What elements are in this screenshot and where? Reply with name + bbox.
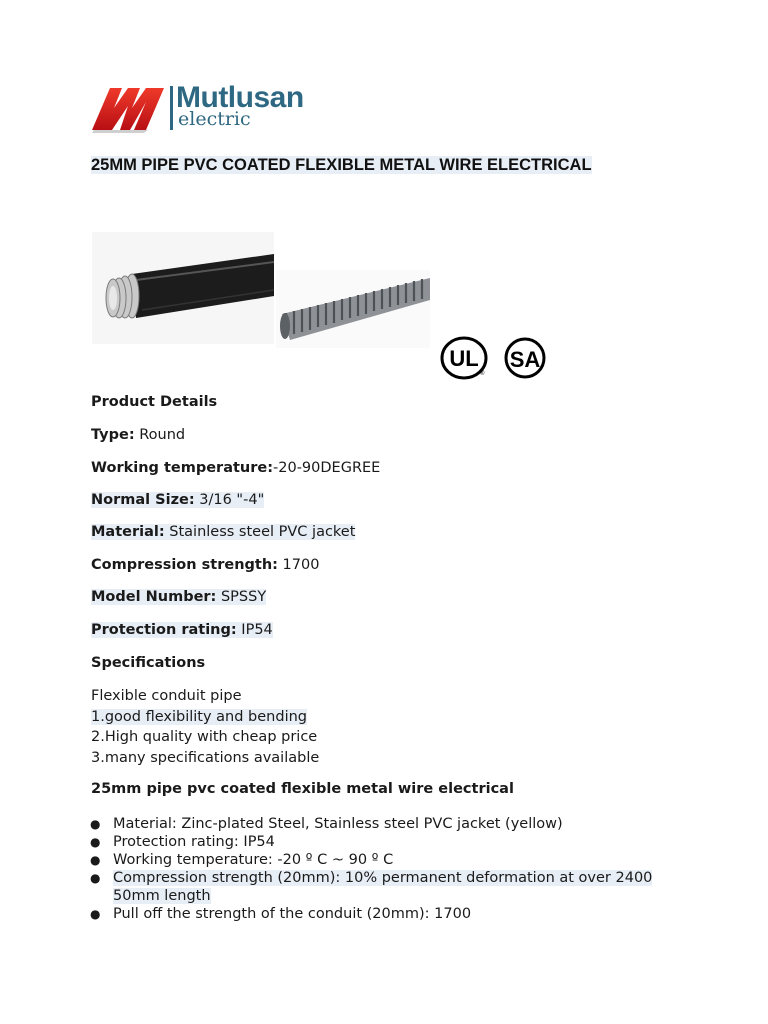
list-item: ● Compression strength (20mm): 10% permanent deformation at over 2400 50mm length [90, 870, 653, 904]
svg-text:UL: UL [449, 346, 479, 371]
specifications-heading: Specifications [91, 655, 206, 671]
metal-conduit-photo [276, 270, 430, 348]
detail-protection-rating: Protection rating: IP54 [91, 622, 273, 638]
detail-normal-size: Normal Size: 3/16 "-4" [91, 492, 265, 508]
detail-model-number: Model Number: SPSSY [91, 589, 267, 605]
section2-heading: 25mm pipe pvc coated flexible metal wire electrical [91, 781, 514, 797]
detail-material: Material: Stainless steel PVC jacket [91, 524, 356, 540]
bullet-icon: ● [90, 835, 101, 849]
list-item: ● Working temperature: -20 º C ~ 90 º C [90, 852, 394, 868]
specifications-list [91, 686, 319, 768]
svg-text:®: ® [480, 371, 485, 377]
bullet-icon: ● [90, 871, 101, 885]
brand-name: Mutlusan [176, 81, 304, 114]
list-item: ● Pull off the strength of the conduit (20mm): 1700 [90, 906, 472, 922]
product-details-heading: Product Details [91, 394, 218, 410]
list-item: ● Material: Zinc-plated Steel, Stainless steel PVC jacket (yellow) [90, 816, 563, 832]
black-pvc-conduit-photo [92, 232, 274, 344]
spec-line: 2.High quality with cheap price [91, 729, 318, 745]
ul-certification-mark [440, 336, 488, 380]
detail-working-temperature: Working temperature:-20-90DEGREE [91, 460, 381, 476]
detail-type: Type: Round [91, 427, 186, 443]
csa-certification-mark [503, 336, 547, 380]
bullet-icon: ● [90, 853, 101, 867]
detail-compression-strength: Compression strength: 1700 [91, 557, 320, 573]
bullet-icon: ● [90, 817, 101, 831]
svg-text:SA: SA [509, 347, 541, 372]
brand-subtitle: electric [178, 108, 251, 130]
feature-bullet-list [90, 815, 670, 923]
page-title: 25MM PIPE PVC COATED FLEXIBLE METAL WIRE ELECTRICAL [91, 156, 592, 174]
bullet-icon: ● [90, 907, 101, 921]
spec-line: Flexible conduit pipe [91, 688, 242, 704]
list-item: ● Protection rating: IP54 [90, 834, 275, 850]
spec-line: 3.many specifications available [91, 749, 320, 766]
spec-line: 1.good flexibility and bending [91, 708, 307, 725]
